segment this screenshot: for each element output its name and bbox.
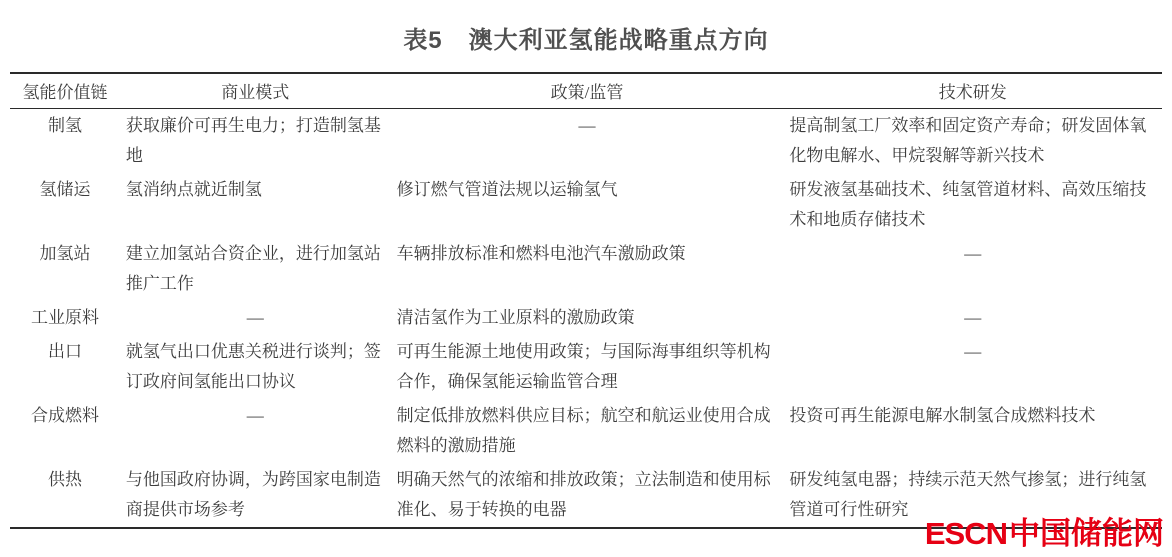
table-row [10, 173, 1162, 237]
cell-chain: 出口 [47, 342, 82, 361]
cell-policy: 车辆排放标准和燃料电池汽车激励政策 [396, 244, 686, 263]
cell-chain: 工业原料 [30, 308, 99, 327]
table-row [10, 399, 1162, 463]
table-header [10, 73, 1162, 109]
table-title-text: 澳大利亚氢能战略重点方向 [468, 27, 769, 54]
table-row [10, 237, 1162, 301]
cell-business: 与他国政府协调，为跨国家电制造商提供市场参考 [125, 470, 381, 519]
cell-business: 建立加氢站合资企业，进行加氢站推广工作 [125, 244, 381, 293]
cell-tech: — [964, 308, 982, 327]
escn-logo [925, 508, 1164, 553]
cell-business: 氢消纳点就近制氢 [125, 180, 262, 199]
cell-chain: 加氢站 [39, 244, 91, 263]
cell-tech: 研发纯氢电器；持续示范天然气掺氢；进行纯氢管道可行性研究 [789, 470, 1147, 519]
cell-policy: 修订燃气管道法规以运输氢气 [396, 180, 618, 199]
escn-logo-cn: 中国储能网 [1009, 516, 1164, 551]
cell-tech: — [964, 342, 982, 361]
header-tech: 技术研发 [938, 83, 1007, 102]
cell-policy: 清洁氢作为工业原料的激励政策 [396, 308, 635, 327]
cell-business: 就氢气出口优惠关税进行谈判；签订政府间氢能出口协议 [125, 342, 381, 391]
header-business: 商业模式 [221, 83, 290, 102]
cell-policy: 明确天然气的浓缩和排放政策；立法制造和使用标准化、易于转换的电器 [396, 470, 771, 519]
cell-tech: — [964, 244, 982, 263]
cell-chain: 合成燃料 [30, 406, 99, 425]
escn-logo-en: ESCN [924, 516, 1007, 551]
cell-tech: 研发液氢基础技术、纯氢管道材料、高效压缩技术和地质存储技术 [789, 180, 1147, 229]
cell-business: — [246, 308, 264, 327]
cell-policy: 可再生能源土地使用政策；与国际海事组织等机构合作，确保氢能运输监管合理 [396, 342, 771, 391]
table-body [10, 109, 1162, 529]
cell-policy: — [578, 116, 596, 135]
strategy-table [10, 72, 1162, 529]
header-row [10, 73, 1162, 109]
cell-business: — [246, 406, 264, 425]
table-row [10, 335, 1162, 399]
header-chain: 氢能价值链 [22, 83, 108, 102]
table-number-label: 表5 [403, 27, 443, 54]
cell-chain: 氢储运 [39, 180, 91, 199]
cell-chain: 制氢 [47, 116, 82, 135]
cell-tech: 提高制氢工厂效率和固定资产寿命；研发固体氧化物电解水、甲烷裂解等新兴技术 [789, 116, 1147, 165]
table-title [0, 20, 1172, 55]
cell-tech: 投资可再生能源电解水制氢合成燃料技术 [789, 406, 1096, 425]
table-row [10, 301, 1162, 335]
table-row [10, 109, 1162, 174]
header-policy: 政策/监管 [550, 83, 624, 102]
cell-policy: 制定低排放燃料供应目标；航空和航运业使用合成燃料的激励措施 [396, 406, 771, 455]
cell-chain: 供热 [47, 470, 82, 489]
cell-business: 获取廉价可再生电力；打造制氢基地 [125, 116, 381, 165]
